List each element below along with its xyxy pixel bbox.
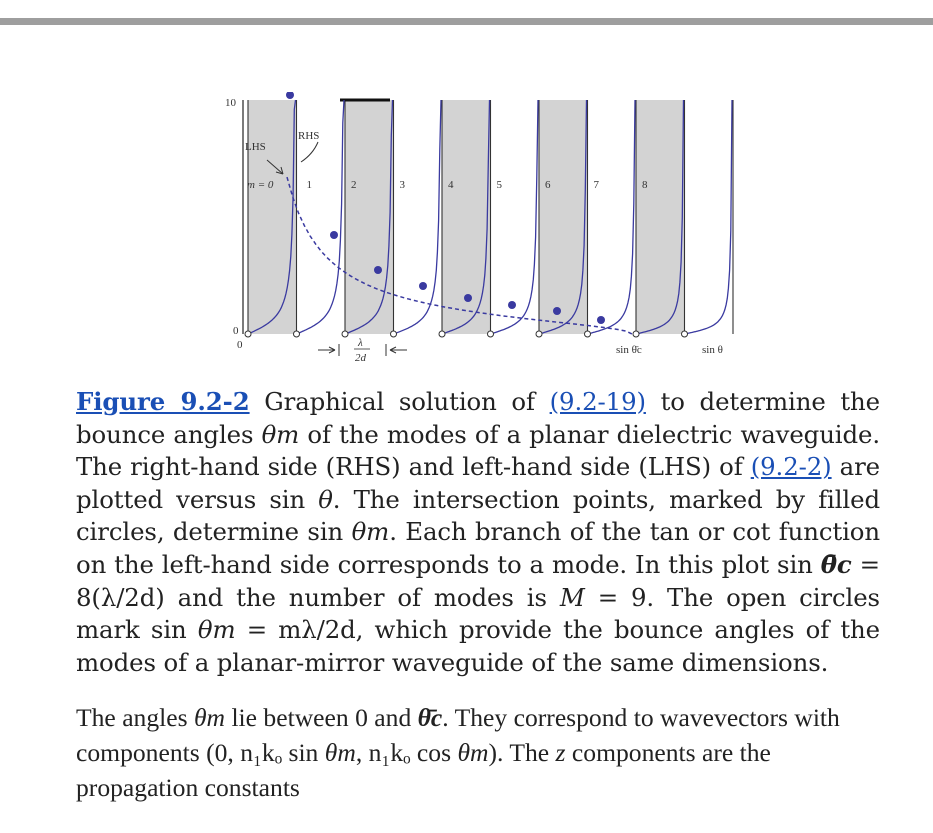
lhs-branch-curve [588,100,636,334]
math-M: M [559,582,585,612]
y-axis-top-label: 10 [225,97,236,109]
math-theta-m: θm [261,419,300,449]
equation-link-9-2-19[interactable]: (9.2-19) [549,387,646,416]
paragraph-text: components are the propagation constants [76,738,771,802]
open-circle [536,331,542,337]
shaded-band [248,100,297,334]
mode-label: 3 [399,179,405,191]
intersection-dot [374,266,382,274]
math-theta-m: θm [457,738,489,767]
open-circle [391,331,397,337]
sin-theta-c-label: sin θ̄c [616,344,642,356]
caption-text: Graphical solution of [249,387,550,416]
mode-label: 8 [642,179,648,191]
paragraph-text: , n₁kₒ cos [355,738,458,767]
intersection-dot [330,231,338,239]
open-circle [439,331,445,337]
intersection-dot [286,92,294,99]
mode-label: 4 [448,179,454,191]
x-axis-origin-label: 0 [237,339,243,351]
open-circle [294,331,300,337]
caption-text: = 9. The open circles mark sin [76,582,880,645]
caption-text: of the modes of a planar dielectric waveguide. The right-hand side (RHS) and left-hand side (LHS) of [76,419,880,482]
intersection-dot [553,307,561,315]
math-theta-m: θm [197,615,236,645]
caption-text: . The intersection points, marked by filled circles, determine sin [76,484,880,547]
shaded-band [345,100,394,334]
lhs-branch-curve [394,100,442,334]
caption-text: are plotted versus sin [76,452,880,514]
top-divider-bar [0,18,933,25]
figure-caption [76,386,880,679]
mode-label: 5 [496,179,502,191]
open-circle [342,331,348,337]
rhs-label: RHS [298,130,320,142]
lambda-label: λ [358,337,363,349]
two-d-label: 2d [355,352,366,364]
open-circle [682,331,688,337]
open-circle [488,331,494,337]
intersection-dot [508,301,516,309]
math-theta-m: θm [324,738,356,767]
caption-text: . Each branch of the tan or cot function on the left-hand side corresponds to a mode. In this plot sin [76,517,880,579]
lhs-label: LHS [245,141,266,153]
mode-solution-figure [215,92,755,374]
m-zero-label: m = 0 [247,179,274,191]
mode-label: 6 [545,179,551,191]
caption-text: to determine the bounce angles [76,387,880,449]
math-theta-c: θ̄c [417,703,443,732]
figure-link[interactable]: Figure 9.2-2 [76,387,250,416]
math-theta-m: θm [193,703,226,732]
paragraph-text: . They correspond to wavevectors with components (0, n₁kₒ sin [76,703,840,767]
open-circle [245,331,251,337]
math-theta: θ [318,484,333,514]
paragraph-text: ). The [488,738,556,767]
y-axis-bottom-label: 0 [233,325,239,337]
paragraph-text: lie between 0 and [225,703,418,732]
rhs-pointer [301,142,318,162]
intersection-dot [597,316,605,324]
intersection-dot [464,294,472,302]
math-theta-m: θm [351,517,390,547]
equation-link-9-2-2[interactable]: (9.2-2) [750,452,832,482]
caption-text: = 8(λ/2d) and the number of modes is [76,549,880,612]
caption-text: = mλ/2d, which provide the bounce angles of the modes of a planar-mirror waveguide of the same dimensions. [76,615,880,677]
mode-label: 1 [306,179,312,191]
paragraph-text: The angles [76,703,194,732]
open-circle [585,331,591,337]
shaded-band [539,100,588,334]
shaded-band [636,100,685,334]
math-theta-c: θ̄c [820,549,852,579]
open-circle [633,331,639,337]
sin-theta-label: sin θ [702,344,723,356]
lhs-branch-curve [491,100,539,334]
mode-label: 2 [351,179,357,191]
intersection-dot [419,282,427,290]
mode-label: 7 [593,179,599,191]
math-z: z [555,738,566,767]
body-paragraph [76,700,880,805]
lhs-branch-curve [685,100,733,334]
